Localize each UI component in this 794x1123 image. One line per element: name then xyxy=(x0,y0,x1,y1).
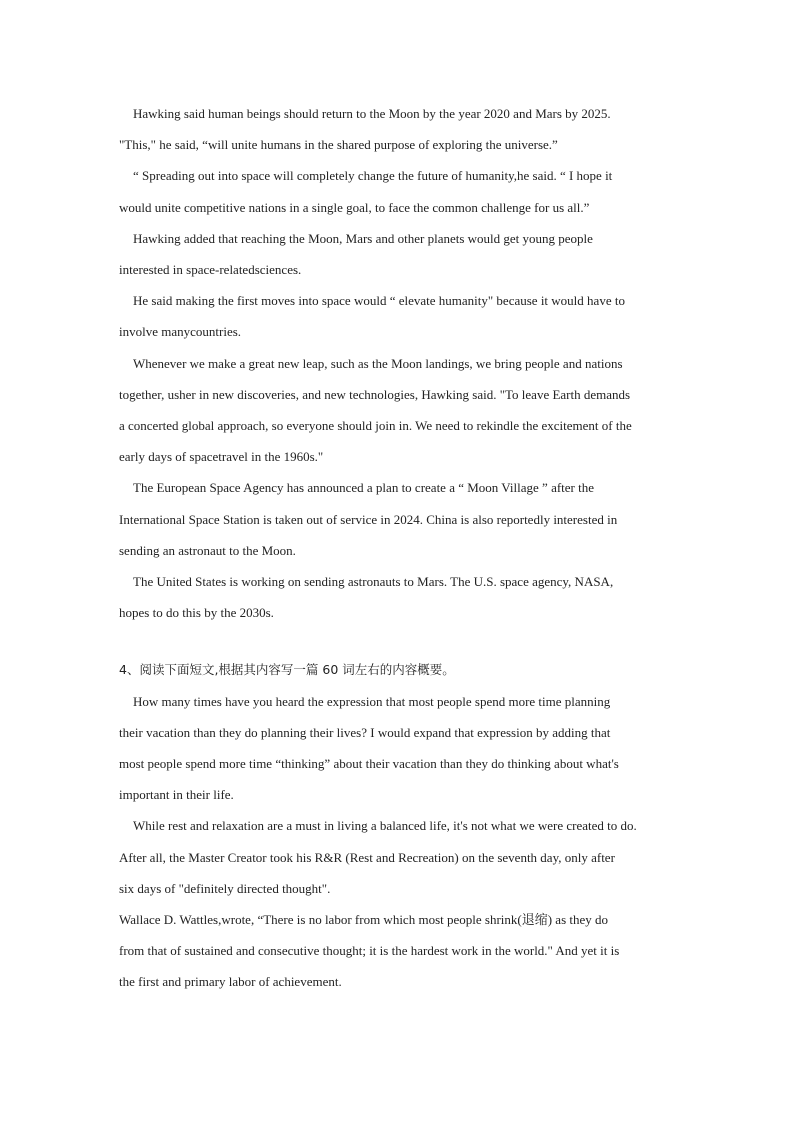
paragraph-line: After all, the Master Creator took his R&R (Rest and Recreation) on the seventh day, only after xyxy=(119,849,615,865)
paragraph-line: together, usher in new discoveries, and new technologies, Hawking said. "To leave Earth demands xyxy=(119,386,631,402)
paragraph-line: How many times have you heard the expression that most people spend more time planning xyxy=(133,693,611,709)
paragraph-line: Hawking said human beings should return to the Moon by the year 2020 and Mars by 2025. xyxy=(133,106,611,121)
paragraph-line: "This," he said, “will unite humans in the shared purpose of exploring the universe.” xyxy=(119,137,558,153)
paragraph-line: The United States is working on sending astronauts to Mars. The U.S. space agency, NASA, xyxy=(133,574,614,590)
paragraph-line: Hawking added that reaching the Moon, Mars and other planets would get young people xyxy=(133,230,593,246)
paragraph-line: interested in space-relatedsciences. xyxy=(119,262,302,278)
paragraph-line: sending an astronaut to the Moon. xyxy=(119,542,296,558)
paragraph-line: Whenever we make a great new leap, such as the Moon landings, we bring people and nations xyxy=(133,355,623,371)
question-heading: 4、阅读下面短文,根据其内容写一篇 60 词左右的内容概要。 xyxy=(119,662,455,678)
paragraph-line: Wallace D. Wattles,wrote, “There is no labor from which most people shrink(退缩) as they do xyxy=(119,912,609,928)
paragraph-line: the first and primary labor of achievement. xyxy=(119,974,342,990)
paragraph-line: important in their life. xyxy=(119,787,234,803)
paragraph-line: “ Spreading out into space will completely change the future of humanity,he said. “ I hope it xyxy=(133,168,613,184)
paragraph-line: hopes to do this by the 2030s. xyxy=(119,605,274,621)
paragraph-line: While rest and relaxation are a must in living a balanced life, it's not what we were created to do. xyxy=(133,818,637,834)
question-4 xyxy=(119,654,679,997)
section-gap xyxy=(119,628,679,654)
paragraph-line: The European Space Agency has announced a plan to create a “ Moon Village ” after the xyxy=(133,480,595,496)
paragraph-line: a concerted global approach, so everyone should join in. We need to rekindle the excitement of the xyxy=(119,418,632,434)
paragraph-line: their vacation than they do planning their lives? I would expand that expression by adding that xyxy=(119,724,611,740)
passage-hawking xyxy=(119,98,679,628)
paragraph-line: six days of "definitely directed thought". xyxy=(119,880,331,896)
paragraph-line: early days of spacetravel in the 1960s." xyxy=(119,449,324,465)
document-body xyxy=(119,98,679,998)
paragraph-line: He said making the first moves into space would “ elevate humanity" because it would have to xyxy=(133,293,625,309)
paragraph-line: International Space Station is taken out of service in 2024. China is also reportedly interested in xyxy=(119,511,618,527)
paragraph-line: would unite competitive nations in a single goal, to face the common challenge for us all.” xyxy=(119,199,590,215)
paragraph-line: from that of sustained and consecutive thought; it is the hardest work in the world." And yet it is xyxy=(119,943,620,959)
paragraph-line: involve manycountries. xyxy=(119,324,242,340)
paragraph-line: most people spend more time “thinking” about their vacation than they do thinking about what's xyxy=(119,756,619,772)
